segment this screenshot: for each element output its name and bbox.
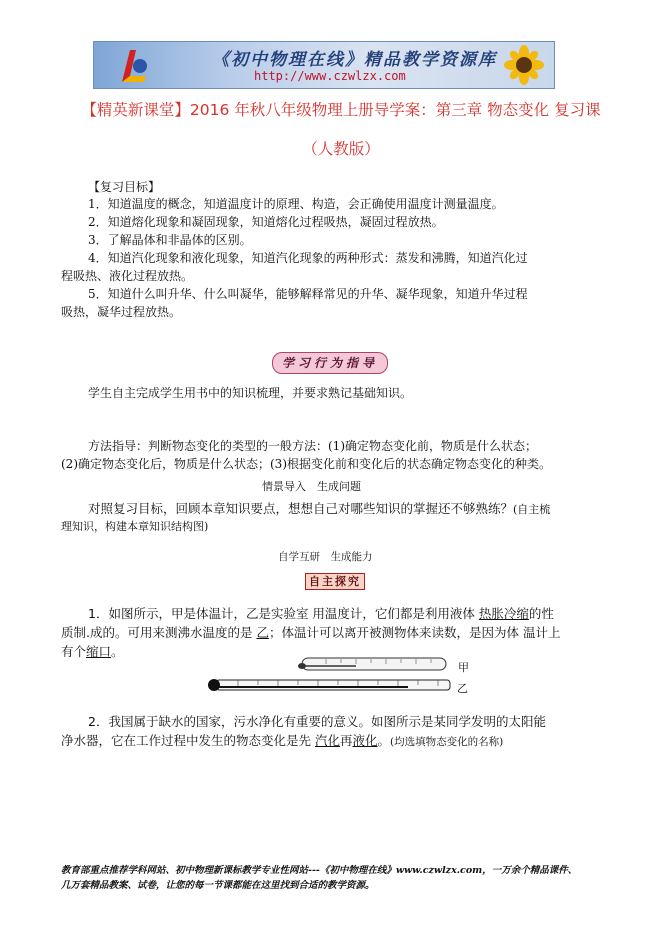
method-line-1: 方法指导：判断物态变化的类型的一般方法：(1)确定物态变化前，物质是什么状态； [88, 439, 538, 453]
lab-thermometer-figure [208, 676, 452, 694]
banner-title: 《初中物理在线》精品教学资源库 [212, 50, 497, 70]
doc-title: 【精英新课堂】2016 年秋八年级物理上册导学案：第三章 物态变化 复习课 [81, 101, 601, 119]
footer-line-2: 几万套精品教案、试卷，让您的每一节课都能在这里找到合适的教学资源。 [61, 880, 375, 891]
review-line-1: 对照复习目标，回顾本章知识要点，想想自己对哪些知识的掌握还不够熟练？(自主梳 [88, 501, 551, 516]
goal-3: 3．了解晶体和非晶体的区别。 [88, 233, 252, 247]
answer-blank-5: 液化 [352, 733, 378, 748]
goals-heading: 【复习目标】 [88, 180, 161, 194]
question-1-line-3: 有个缩口。 [61, 644, 124, 659]
guide-text: 学生自主完成学生用书中的知识梳理，并要求熟记基础知识。 [88, 386, 413, 400]
goal-1: 1．知道温度的概念，知道温度计的原理、构造，会正确使用温度计测量温度。 [88, 197, 504, 211]
goal-5-cont: 吸热，凝华过程放热。 [61, 305, 182, 319]
footer-line-1: 教育部重点推荐学科网站、初中物理新课标教学专业性网站---《初中物理在线》www.czwlzx.com，一万余个精品课件、 [61, 865, 578, 876]
figure-label-jia: 甲 [458, 661, 469, 674]
answer-blank-1: 热胀冷缩 [478, 606, 529, 621]
answer-blank-4: 汽化 [314, 733, 340, 748]
clinical-thermometer-figure [296, 657, 448, 671]
review-line-2: 理知识，构建本章知识结构图) [61, 520, 209, 533]
section-scene: 情景导入 生成问题 [262, 480, 361, 493]
logo-icon [116, 46, 150, 84]
answer-blank-3: 缩口 [86, 644, 112, 659]
question-2-line-1: 2．我国属于缺水的国家，污水净化有重要的意义。如图所示是某同学发明的太阳能 [88, 714, 546, 729]
header-banner [93, 41, 555, 89]
footer-note [61, 863, 606, 893]
section-self-study: 自学互研 生成能力 [278, 551, 373, 563]
section-badge: 学习行为指导 [272, 352, 388, 374]
method-line-2: (2)确定物态变化后，物质是什么状态；(3)根据变化前和变化后的状态确定物态变化的种类。 [61, 457, 551, 471]
banner-url[interactable]: http://www.czwlzx.com [254, 69, 406, 83]
self-explore-tag: 自主探究 [305, 573, 365, 590]
goal-4: 4．知道汽化现象和液化现象，知道汽化现象的两种形式：蒸发和沸腾，知道汽化过 [88, 251, 528, 265]
goal-2: 2．知道熔化现象和凝固现象，知道熔化过程吸热，凝固过程放热。 [88, 215, 444, 229]
figure-label-yi: 乙 [457, 682, 468, 695]
goal-5: 5．知道什么叫升华、什么叫凝华，能够解释常见的升华、凝华现象，知道升华过程 [88, 287, 528, 301]
question-1-line-1: 1．如图所示，甲是体温计，乙是实验室 用温度计，它们都是利用液体 热胀冷缩的性 [88, 606, 554, 621]
answer-blank-2: 乙 [256, 625, 269, 640]
goal-4-cont: 程吸热、液化过程放热。 [61, 269, 194, 283]
doc-subtitle: （人教版） [302, 140, 380, 158]
sunflower-icon [494, 45, 548, 85]
question-2-line-2: 净水器，它在工作过程中发生的物态变化是先 汽化再液化。(均选填物态变化的名称) [61, 733, 504, 748]
question-1-line-2: 质制.成的。可用来测沸水温度的是 乙；体温计可以离开被测物体来读数，是因为体 温计上 [61, 625, 561, 640]
